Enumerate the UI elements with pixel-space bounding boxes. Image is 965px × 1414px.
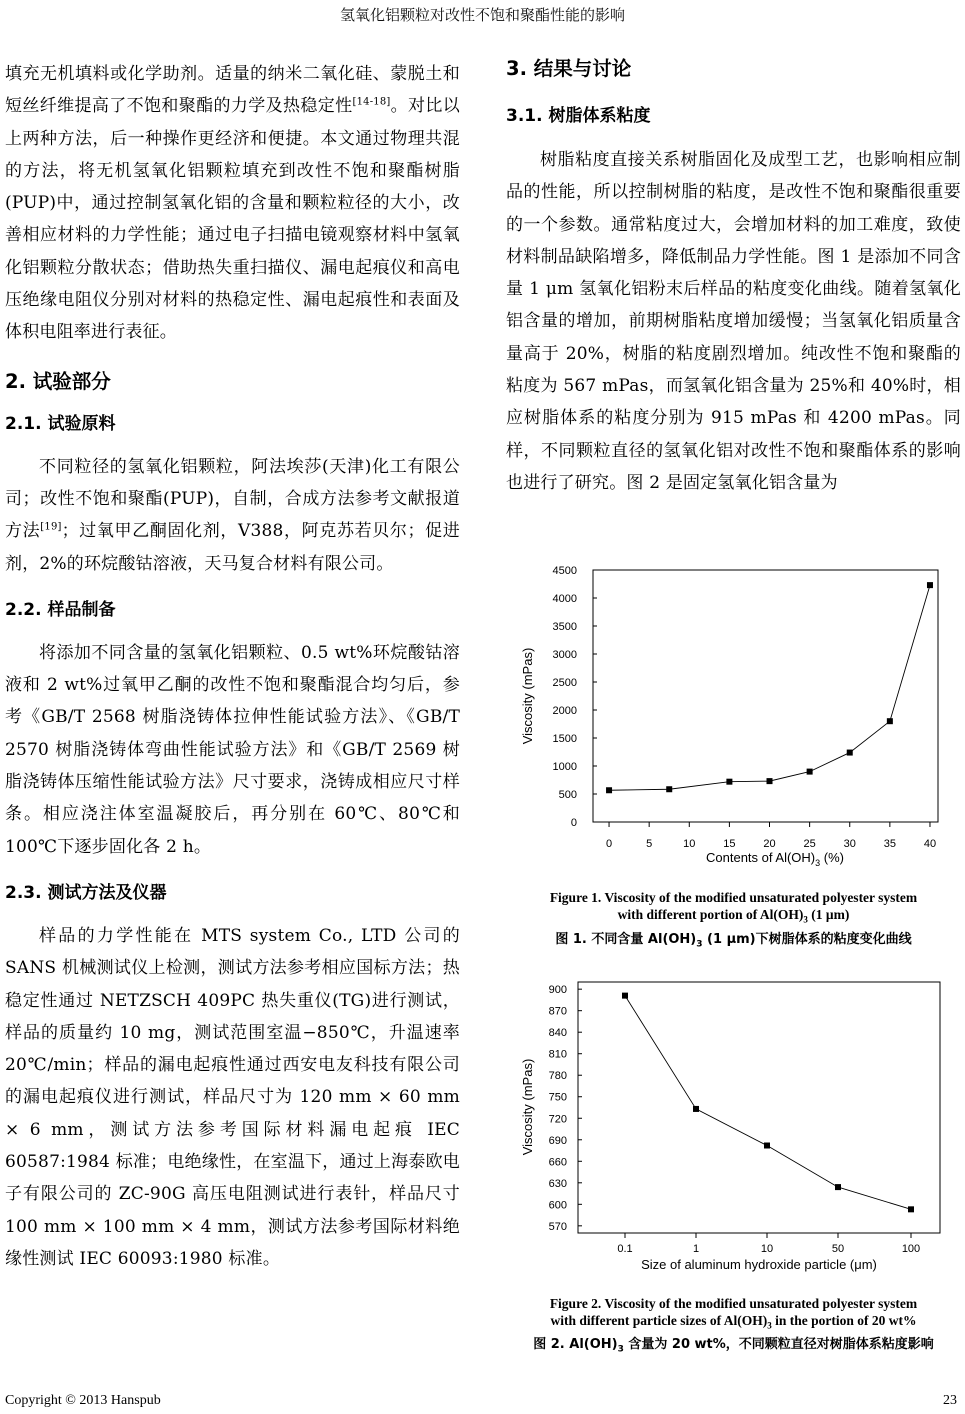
running-head: 氢氧化铝颗粒对改性不饱和聚酯性能的影响 [339, 6, 625, 24]
plot-frame [593, 570, 938, 822]
y-tick-label: 660 [548, 1156, 567, 1169]
data-point [726, 779, 732, 785]
data-point [887, 718, 893, 724]
plot-frame [578, 982, 940, 1233]
section-heading-2: 2. 试验部分 [5, 369, 111, 393]
subsection-heading-2-1: 2.1. 试验原料 [5, 413, 116, 434]
y-tick-label: 500 [558, 789, 577, 801]
y-tick-label: 780 [548, 1070, 567, 1083]
y-tick-label: 600 [548, 1199, 567, 1212]
x-axis-label: Size of aluminum hydroxide particle (μm) [641, 1257, 877, 1272]
figure-2-caption-en-line2: with different particle sizes of $Al(OH)_3$ in the portion of 20 wt% [550, 1313, 917, 1331]
x-tick-label: 50 [831, 1243, 845, 1255]
figure-1-caption-en-line1: Figure 1. Viscosity of the modified unsaturated polyester system [549, 890, 918, 905]
y-axis-label: Viscosity (mPas) [520, 1058, 535, 1156]
left-column [5, 58, 460, 1275]
sample-prep-paragraph: 将添加不同含量的氢氧化铝颗粒、0.5 wt%环烷酸钴溶液和 2 wt%过氧甲乙酮的改性不饱和聚酯混合均匀后，参考《GB/T 2568 树脂浇铸体拉伸性能试验方法》、《GB/T 2570 树脂浇铸体弯曲性能试验方法》和《GB/T 2569 树脂浇铸体压缩性能试验方法》尺寸要求，浇铸成相应尺寸样条。相应浇注体室温凝胶后，再分别在 60℃、80℃和 100℃下逐步固化各 2 h。 [5, 642, 460, 857]
section-heading-3: 3. 结果与讨论 [506, 57, 632, 80]
y-tick-label: 1000 [552, 761, 577, 773]
data-point [764, 1143, 770, 1149]
viscosity-paragraph: 树脂粘度直接关系树脂固化及成型工艺，也影响相应制品的性能，所以控制树脂的粘度，是改性不饱和聚酯很重要的一个参数。通常粘度过大，会增加材料的加工难度，致使材料制品缺陷增多，降低制品力学性能。图 1 是添加不同含量 1 μm 氢氧化铝粉末后样品的粘度变化曲线。随着氢氧化铝含量的增加，前期树脂粘度增加缓慢；当氢氧化铝质量含量高于 20%，树脂的粘度剧烈增加。纯改性不饱和聚酯的粘度为 567 mPas，而氢氧化铝含量为 25%和 40%时，相应树脂体系的粘度分别为 915 mPas 和 4200 mPas。同样，不同颗粒直径的氢氧化铝对改性不饱和聚酯体系的影响也进行了研究。图 2 是固定氢氧化铝含量为 [506, 150, 961, 493]
data-point [666, 786, 672, 792]
data-point [807, 769, 813, 775]
figure-1-caption-en-line2: with different portion of $Al(OH)_3$ (1 μm) [617, 907, 850, 925]
y-tick-label: 840 [548, 1027, 567, 1040]
y-tick-label: 720 [548, 1113, 567, 1126]
y-tick-label: 4000 [552, 593, 577, 605]
figure-1-caption [506, 889, 961, 953]
x-tick-label: 35 [883, 838, 896, 850]
data-point [693, 1106, 699, 1112]
x-tick-label: 100 [901, 1243, 921, 1255]
data-point [908, 1206, 914, 1212]
y-tick-label: 750 [548, 1091, 567, 1104]
y-tick-label: 810 [548, 1048, 567, 1061]
x-tick-label: 10 [683, 838, 696, 850]
y-tick-label: 570 [548, 1220, 567, 1233]
series-line [609, 585, 930, 790]
data-point [606, 787, 612, 793]
series-line [625, 996, 911, 1210]
footer-copyright: Copyright © 2013 Hanspub [5, 1393, 161, 1408]
x-tick-label: 25 [803, 838, 816, 850]
y-tick-label: 2000 [552, 705, 577, 717]
citation-ref[interactable]: [19] [40, 521, 62, 533]
y-tick-label: 630 [548, 1177, 567, 1190]
subsection-heading-2-2: 2.2. 样品制备 [5, 599, 116, 620]
citation-ref[interactable]: [14-18] [352, 96, 391, 108]
x-tick-label: 0 [605, 838, 613, 850]
figure-2-caption [506, 1295, 961, 1358]
data-point [767, 778, 773, 784]
figure-2-chart [506, 974, 961, 1284]
y-tick-label: 1500 [552, 733, 577, 745]
materials-paragraph: 不同粒径的氢氧化铝颗粒，阿法埃莎(天津)化工有限公司；改性不饱和聚酯(PUP)，自制，合成方法参考文献报道方法[19]；过氧甲乙酮固化剂，V388，阿克苏若贝尔；促进剂，2%的环烷酸钴溶液，天马复合材料有限公司。 [5, 456, 460, 574]
y-tick-label: 4500 [552, 565, 577, 577]
x-tick-label: 40 [923, 838, 937, 850]
figure-1-chart [506, 555, 961, 875]
y-tick-label: 3000 [552, 649, 577, 661]
figure-1-caption-zh: 图 1. 不同含量 $Al(OH)_3$ (1 μm)下树脂体系的粘度变化曲线 [555, 931, 912, 950]
x-axis-label: Contents of $Al(OH)_3$ (%) [706, 850, 844, 868]
x-tick-label: 20 [763, 838, 776, 850]
y-tick-label: 690 [548, 1134, 567, 1147]
data-point [847, 750, 853, 756]
figure-2-caption-en-line1: Figure 2. Viscosity of the modified unsaturated polyester system [549, 1296, 918, 1311]
figure-2-caption-zh: 图 2. $Al(OH)_3$ 含量为 20 wt%，不同颗粒直径对树脂体系粘度影响 [533, 1336, 934, 1355]
right-column [506, 54, 961, 499]
methods-paragraph: 样品的力学性能在 MTS system Co., LTD 公司的 SANS 机械测试仪上检测，测试方法参考相应国标方法；热稳定性通过 NETZSCH 409PC 热失重仪(TG)进行测试，样品的质量约 10 mg，测试范围室温−850℃，升温速率 20℃/min；样品的漏电起痕性通过西安电友科技有限公司的漏电起痕仪进行测试，样品尺寸为 120 mm × 60 mm × 6 mm，测试方法参考国际材料漏电起痕 IEC 60587:1984 标准；电绝缘性，在室温下，通过上海泰欧电子有限公司的 ZC-90G 高压电阻测试进行表针，样品尺寸 100 mm × 100 mm × 4 mm，测试方法参考国际材料绝缘性测试 IEC 60093:1980 标准。 [5, 925, 460, 1269]
y-tick-label: 3500 [552, 621, 577, 633]
y-tick-label: 2500 [552, 677, 577, 689]
subsection-heading-3-1: 3.1. 树脂体系粘度 [506, 106, 651, 126]
y-axis-label: Viscosity (mPas) [520, 647, 535, 745]
x-tick-label: 0.1 [617, 1243, 633, 1255]
data-point [927, 582, 933, 588]
footer-page-number: 23 [943, 1393, 957, 1408]
y-tick-label: 870 [548, 1005, 567, 1018]
x-tick-label: 10 [760, 1243, 774, 1255]
x-tick-label: 30 [843, 838, 856, 850]
subsection-heading-2-3: 2.3. 测试方法及仪器 [5, 882, 167, 903]
y-tick-label: 900 [548, 984, 567, 997]
data-point [835, 1184, 841, 1190]
x-tick-label: 15 [723, 838, 736, 850]
intro-paragraph: 填充无机填料或化学助剂。适量的纳米二氧化硅、蒙脱土和短丝纤维提高了不饱和聚酯的力学及热稳定性[14-18]。对比以上两种方法，后一种操作更经济和便捷。本文通过物理共混的方法，将无机氢氧化铝颗粒填充到改性不饱和聚酯树脂(PUP)中，通过控制氢氧化铝的含量和颗粒粒径的大小，改善相应材料的力学性能；通过电子扫描电镜观察材料中氢氧化铝颗粒分散状态；借助热失重扫描仪、漏电起痕仪和高电压绝缘电阻仪分别对材料的热稳定性、漏电起痕性和表面及体积电阻率进行表征。 [5, 64, 460, 343]
data-point [622, 993, 628, 999]
x-tick-label: 5 [646, 838, 653, 850]
x-tick-label: 1 [692, 1243, 700, 1255]
y-tick-label: 0 [570, 817, 577, 829]
